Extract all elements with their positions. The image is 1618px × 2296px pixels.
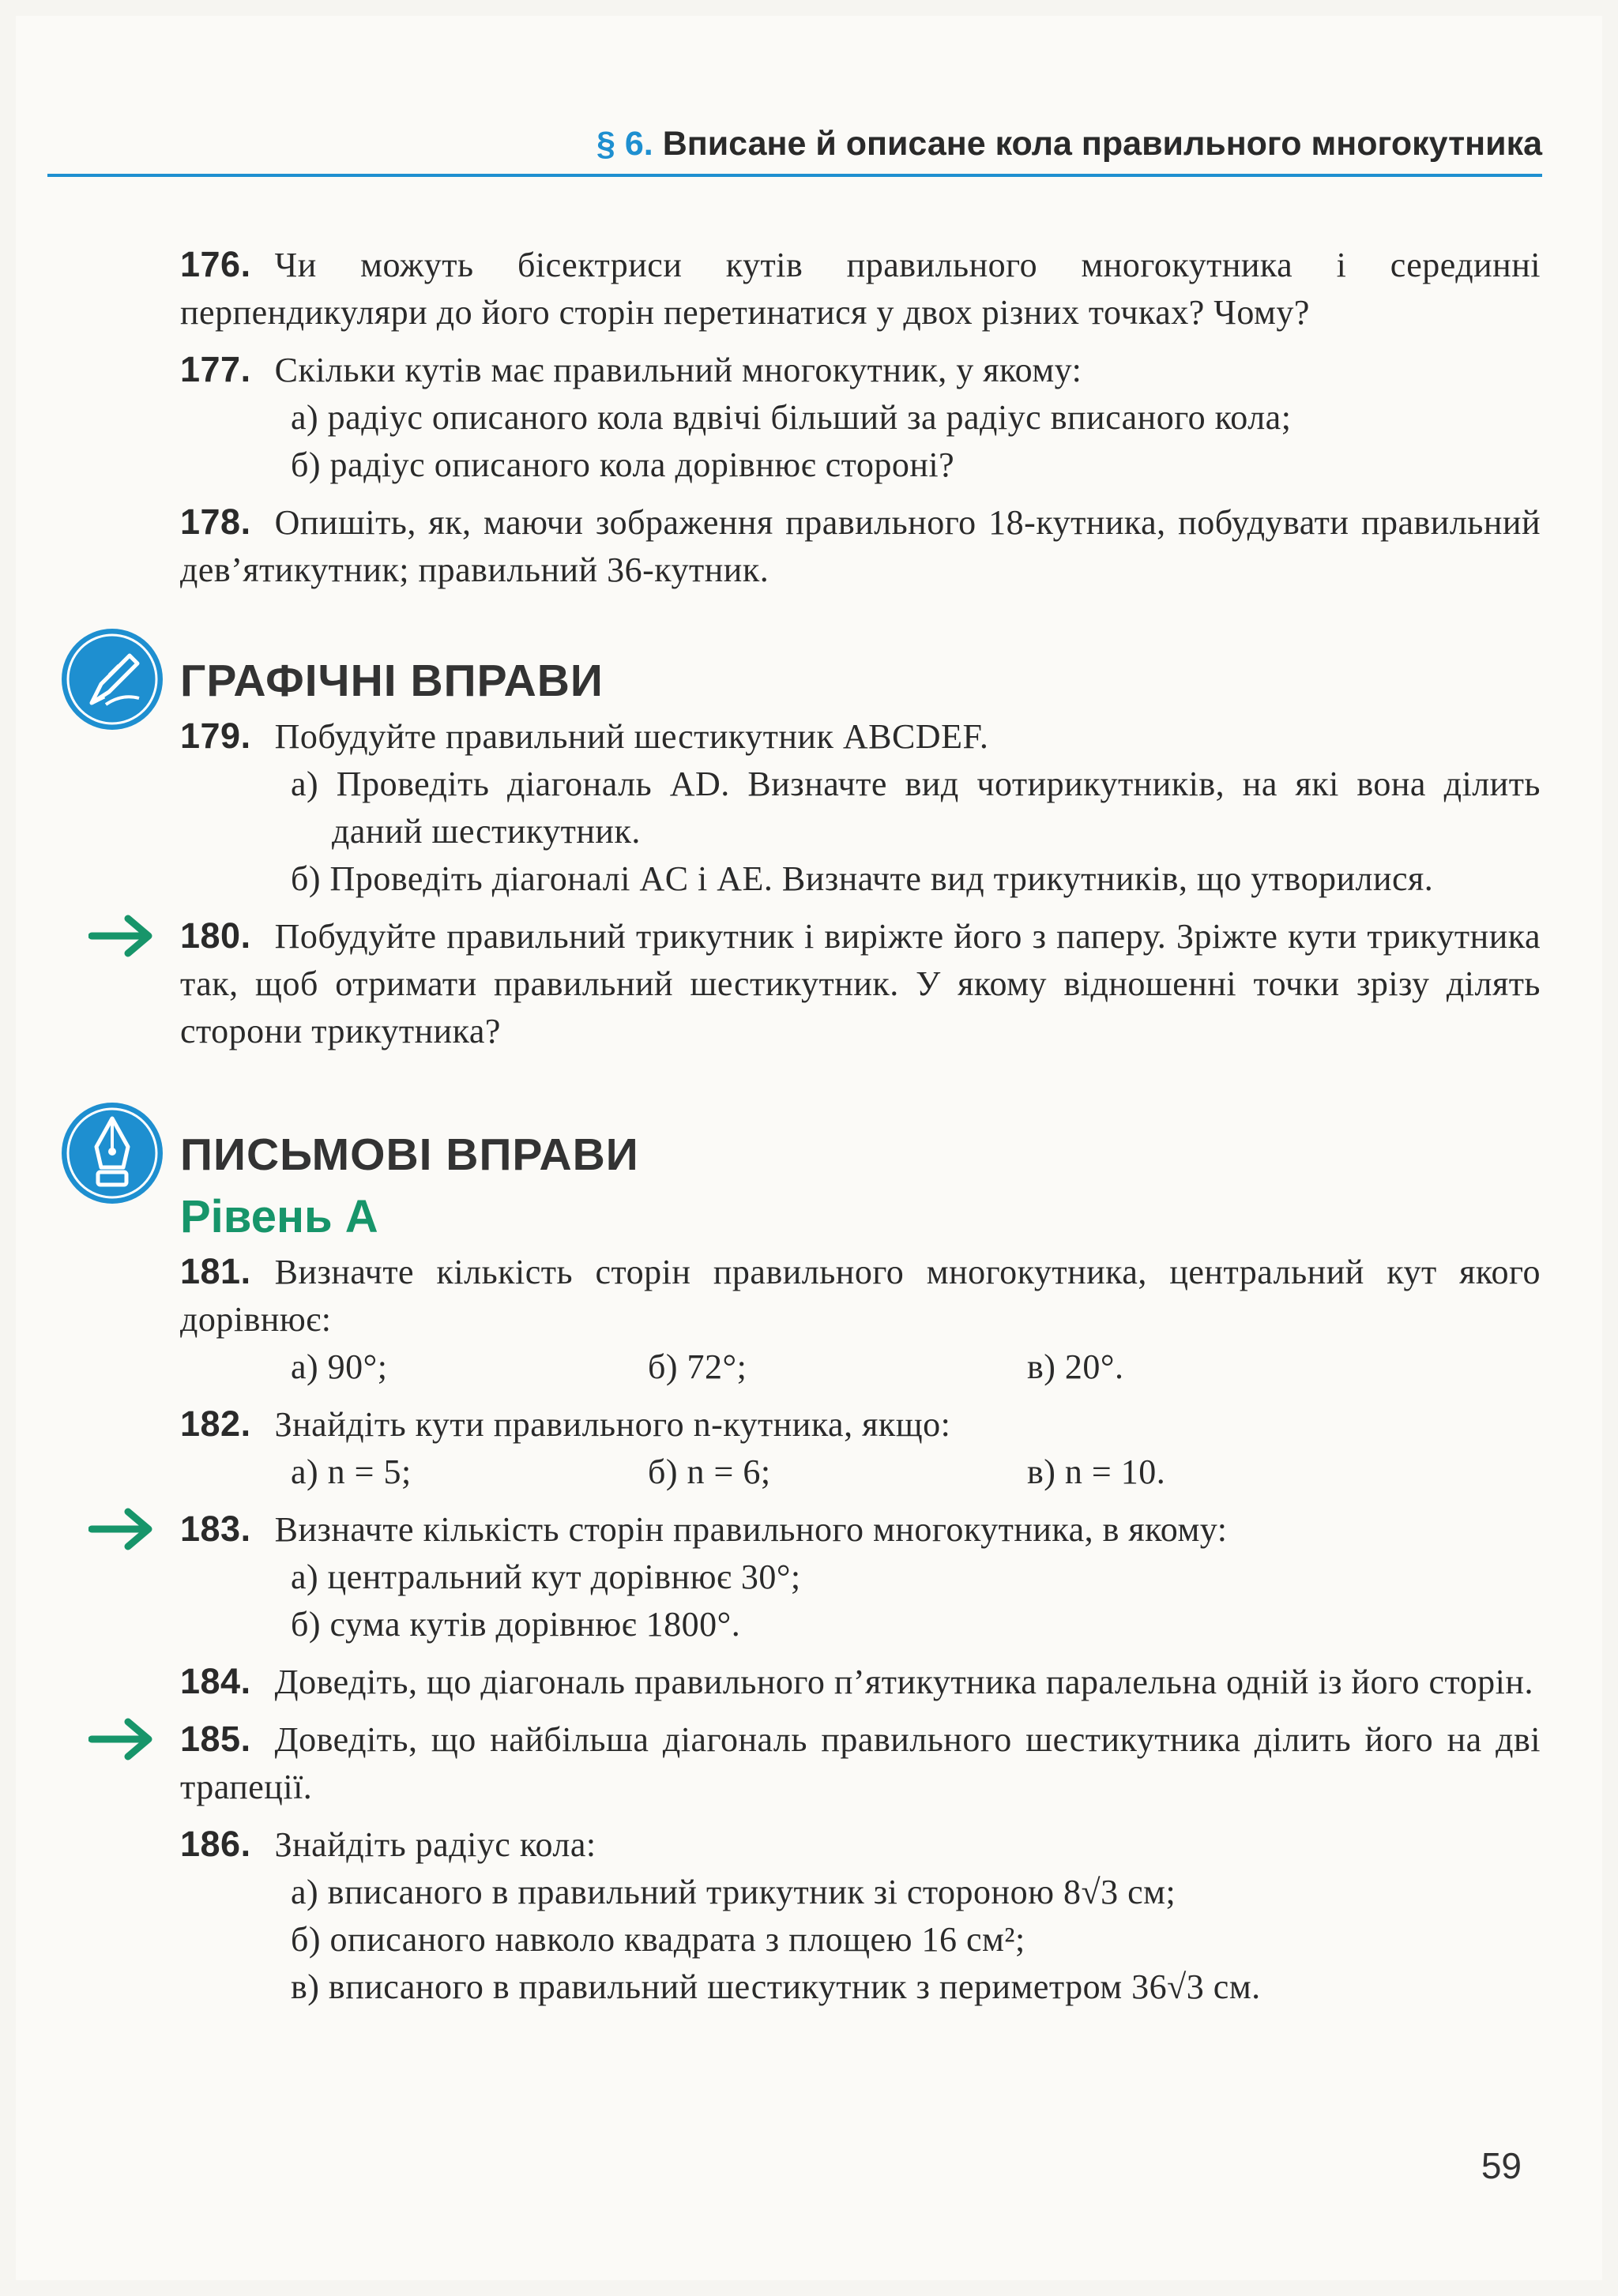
item-c: в) n = 10.: [1027, 1452, 1166, 1491]
exercise-number: 178.: [180, 502, 251, 542]
exercise-text: Скільки кутів має правильний многокутник, у якому:: [274, 351, 1082, 389]
exercise-text: Знайдіть кути правильного n-кутника, якщо:: [274, 1405, 951, 1444]
page-header: [47, 125, 1542, 163]
level-heading: Рівень А: [180, 1191, 378, 1242]
exercise-number: 185.: [180, 1719, 251, 1759]
item-a: а) Проведіть діагональ AD. Визначте вид чотирикутників, на які вона ділить даний шестикутник.: [291, 765, 1541, 851]
item-b: б) сума кутів дорівнює 1800°.: [291, 1605, 741, 1644]
exercise-number: 177.: [180, 349, 251, 389]
section-heading-text: ПИСЬМОВІ ВПРАВИ: [180, 1129, 639, 1180]
exercise-number: 181.: [180, 1251, 251, 1291]
exercise-180: [180, 912, 1541, 1055]
exercise-number: 183.: [180, 1509, 251, 1549]
exercise-number: 176.: [180, 244, 251, 284]
section-title: Вписане й описане кола правильного многокутника: [662, 125, 1542, 163]
item-b: б) 72°;: [648, 1347, 747, 1386]
item-b: б) радіус описаного кола дорівнює стороні?: [291, 445, 955, 484]
exercise-text: Опишіть, як, маючи зображення правильного 18-кутника, побудувати правильний дев’ятикутник; правильний 36-кутник.: [180, 503, 1541, 589]
exercise-186: [180, 1821, 1541, 2011]
exercise-181: [180, 1248, 1541, 1391]
item-a: а) 90°;: [291, 1347, 388, 1386]
exercise-number: 180.: [180, 915, 251, 956]
arrow-right-icon: [88, 1507, 155, 1551]
item-b: б) Проведіть діагоналі AC і AE. Визначте вид трикутників, що утворилися.: [291, 859, 1434, 898]
page-number: 59: [1481, 2145, 1522, 2186]
item-a: а) центральний кут дорівнює 30°;: [291, 1558, 801, 1596]
exercise-185: [180, 1715, 1541, 1811]
exercise-text: Знайдіть радіус кола:: [274, 1825, 596, 1864]
item-b: б) n = 6;: [648, 1452, 771, 1491]
exercise-number: 184.: [180, 1661, 251, 1701]
section-number: § 6.: [596, 125, 653, 163]
textbook-page: [16, 16, 1602, 2280]
exercise-text: Побудуйте правильний трикутник і виріжте його з паперу. Зріжте кути трикутника так, щоб отримати правильний шестикутник. У якому відношенні точки зрізу ділять сторони трикутника?: [180, 917, 1541, 1050]
exercise-text: Визначте кількість сторін правильного многокутника, в якому:: [274, 1510, 1228, 1549]
exercise-177: [180, 346, 1541, 489]
item-c: в) вписаного в правильний шестикутник з периметром 36√3 см.: [291, 1967, 1261, 2006]
fountain-pen-icon: [60, 1101, 164, 1205]
graphic-exercises-heading: [180, 649, 1541, 712]
exercise-text: Визначте кількість сторін правильного многокутника, центральний кут якого дорівнює:: [180, 1253, 1541, 1339]
arrow-right-icon: [88, 914, 155, 958]
written-exercises-heading: [180, 1123, 1541, 1186]
header-rule: [47, 174, 1542, 177]
arrow-right-icon: [88, 1717, 155, 1761]
exercise-178: [180, 498, 1541, 594]
exercise-183: [180, 1505, 1541, 1648]
item-a: а) радіус описаного кола вдвічі більший за радіус вписаного кола;: [291, 398, 1292, 437]
exercise-text: Чи можуть бісектриси кутів правильного многокутника і серединні перпендикуляри до його сторін перетинатися у двох різних точках? Чому?: [180, 246, 1541, 332]
exercise-179: [180, 712, 1541, 903]
exercise-number: 186.: [180, 1824, 251, 1864]
exercise-184: [180, 1658, 1541, 1706]
exercise-182: [180, 1400, 1541, 1496]
exercise-text: Побудуйте правильний шестикутник ABCDEF.: [274, 717, 989, 756]
exercise-number: 182.: [180, 1404, 251, 1444]
item-b: б) описаного навколо квадрата з площею 16 см²;: [291, 1920, 1025, 1959]
item-a: а) вписаного в правильний трикутник зі стороною 8√3 см;: [291, 1873, 1176, 1911]
item-a: а) n = 5;: [291, 1452, 412, 1491]
exercise-number: 179.: [180, 716, 251, 756]
exercise-text: Доведіть, що діагональ правильного п’ятикутника паралельна одній із його сторін.: [274, 1663, 1533, 1701]
drawing-pen-icon: [60, 627, 164, 731]
page-content: [180, 241, 1541, 2020]
section-heading-text: ГРАФІЧНІ ВПРАВИ: [180, 656, 604, 706]
exercise-176: [180, 241, 1541, 336]
exercise-text: Доведіть, що найбільша діагональ правильного шестикутника ділить його на дві трапеції.: [180, 1720, 1541, 1806]
item-c: в) 20°.: [1027, 1347, 1124, 1386]
